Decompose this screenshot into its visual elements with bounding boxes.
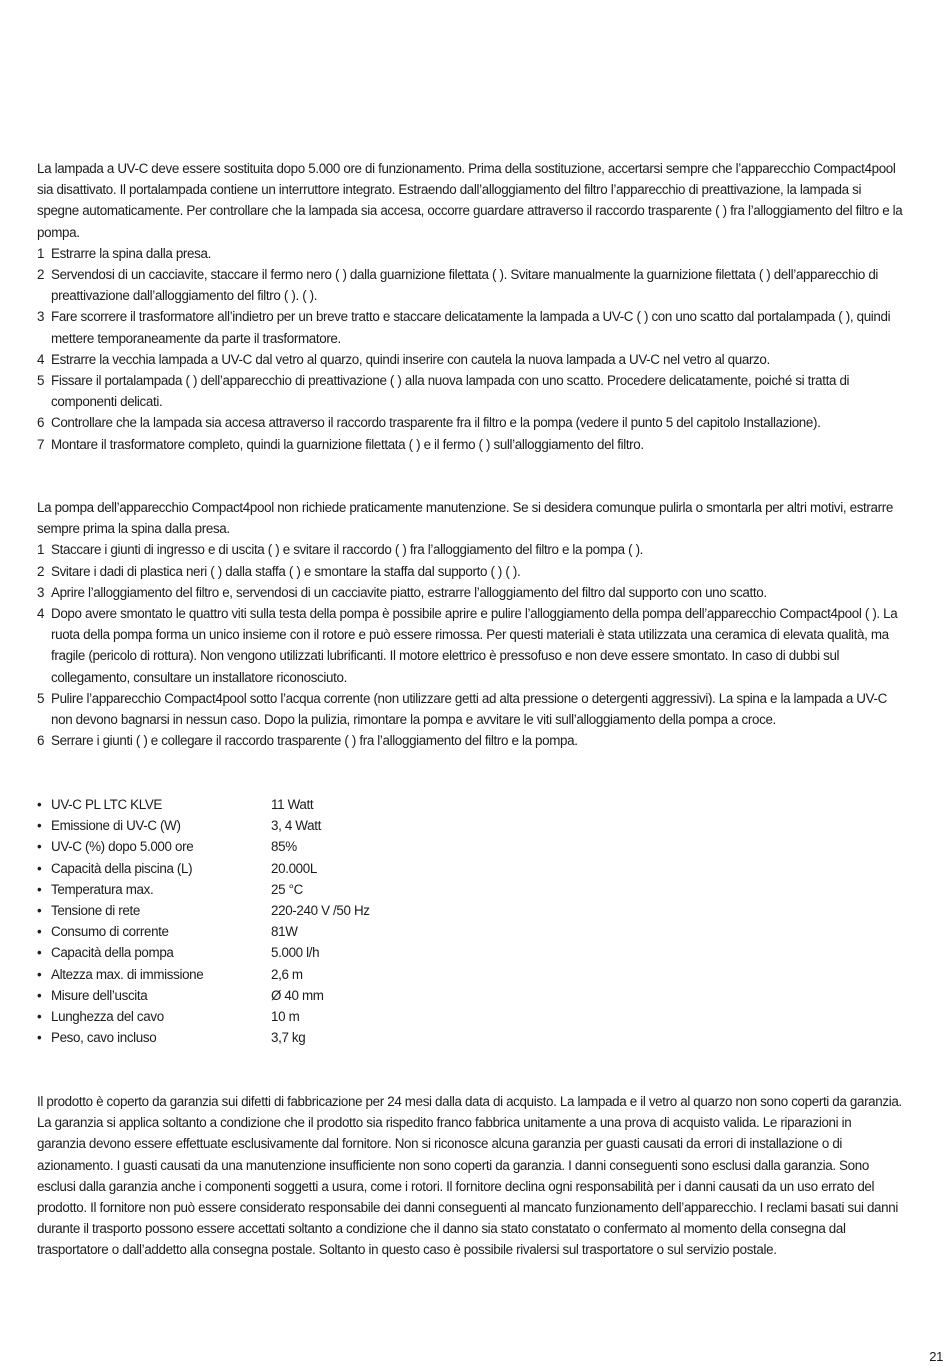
lamp-replacement-intro: La lampada a UV-C deve essere sostituita dopo 5.000 ore di funzionamento. Prima della sostituzione, accertarsi sempre che l’apparecchio Compact4pool sia disattivato. Il portalampada contiene un interruttore integrato. Estraendo dall’alloggiamento del filtro l’apparecchio di preattivazione, la lampada si spegne automaticamente. Per controllare che la lampada sia accesa, occorre guardare attraverso il raccordo trasparente ( ) fra l’alloggiamento del filtro e la pompa. (37, 161, 903, 240)
step-text: Montare il trasformatore completo, quindi la guarnizione filettata ( ) e il fermo ( ) sull’alloggiamento del filtro. (51, 436, 644, 452)
bullet-icon: • (37, 839, 42, 855)
spec-label: UV-C (%) dopo 5.000 ore (51, 839, 194, 855)
step-text: Dopo avere smontato le quattro viti sulla testa della pompa è possibile aprire e pulire l’alloggiamento della pompa dell’apparecchio Compact4pool ( ). La ruota della pompa forma un unico insieme con il rotore e può essere rimossa. Per questi materiali è stata utilizzata una ceramica di elevata qualità, ma fragile (pericolo di rottura). Non vengono utilizzati lubrificanti. Il motore elettrico è pressofuso e non deve essere smontato. In caso di dubbi sul collegamento, consultare un installatore riconosciuto. (51, 606, 898, 685)
spec-label: Peso, cavo incluso (51, 1030, 157, 1046)
spec-label: Lunghezza del cavo (51, 1009, 164, 1025)
step-number: 2 (37, 267, 45, 283)
step-text: Staccare i giunti di ingresso e di uscita ( ) e svitare il raccordo ( ) fra l’alloggiamento del filtro e la pompa ( ). (51, 542, 644, 558)
step-item (37, 582, 903, 603)
bullet-icon: • (37, 797, 42, 812)
pump-maintenance-intro: La pompa dell’apparecchio Compact4pool non richiede praticamente manutenzione. Se si desidera comunque pulirla o smontarla per altri motivi, estrarre sempre prima la spina dalla presa. (37, 500, 893, 537)
lamp-replacement-section (37, 158, 903, 455)
bullet-icon: • (37, 987, 42, 1003)
step-item (37, 603, 903, 688)
step-text: Estrarre la spina dalla presa. (51, 245, 211, 261)
step-number: 6 (37, 415, 45, 431)
spec-row (37, 858, 903, 879)
step-text: Pulire l’apparecchio Compact4pool sotto l’acqua corrente (non utilizzare getti ad alta pressione o detergenti aggressivi). La spina e la lampada a UV-C non devono bagnarsi in nessun caso. Dopo la pulizia, rimontare la pompa e avvitare le viti sull’alloggiamento della pompa a croce. (51, 690, 887, 728)
spec-label: Tensione di rete (51, 903, 140, 919)
bullet-icon: • (37, 945, 42, 961)
spec-row (37, 836, 903, 857)
spec-value: 25 °C (271, 881, 303, 897)
spec-value: 2,6 m (271, 966, 303, 982)
spec-value: 3, 4 Watt (271, 818, 321, 834)
spec-value: 85% (271, 839, 297, 855)
bullet-icon: • (37, 924, 42, 940)
spec-label: Consumo di corrente (51, 924, 169, 940)
step-item (37, 264, 903, 306)
warranty-section (37, 1091, 903, 1261)
step-item (37, 730, 903, 751)
spec-row (37, 964, 903, 985)
spec-row (37, 942, 903, 963)
spec-label: Emissione di UV-C (W) (51, 818, 181, 834)
bullet-icon: • (37, 818, 42, 834)
step-number: 7 (37, 436, 45, 452)
step-number: 5 (37, 373, 45, 389)
spec-value: 11 Watt (271, 797, 314, 812)
step-item (37, 370, 903, 412)
step-number: 3 (37, 584, 45, 600)
spec-value: 81W (271, 924, 298, 940)
warranty-text: Il prodotto è coperto da garanzia sui difetti di fabbricazione per 24 mesi dalla data di acquisto. La lampada e il vetro al quarzo non sono coperti da garanzia. La garanzia si applica soltanto a condizione che il prodotto sia rispedito franco fabbrica unitamente a una prova di acquisto valida. Le riparazioni in garanzia devono essere effettuate esclusivamente dal fornitore. Non si riconosce alcuna garanzia per guasti causati da errori di installazione o di azionamento. I guasti causati da una manutenzione insufficiente non sono coperti da garanzia. I danni conseguenti sono esclusi dalla garanzia. Sono esclusi dalla garanzia anche i componenti soggetti a usura, come i rotori. Il fornitore declina ogni responsabilità per i danni causati da un uso errato del prodotto. Il fornitore non può essere considerato responsabile dei danni conseguenti al mancato funzionamento dell’apparecchio. I reclami basati sui danni durante il trasporto possono essere accettati soltanto a condizione che il danno sia stato constatato o confermato al momento della consegna dal trasportatore o dall’addetto alla consegna postale. Soltanto in questo caso è possibile rivalersi sul trasportatore o sul servizio postale. (37, 1094, 902, 1258)
spec-value: 3,7 kg (271, 1030, 306, 1046)
spec-label: Temperatura max. (51, 881, 154, 897)
step-text: Fare scorrere il trasformatore all’indietro per un breve tratto e staccare delicatamente la lampada a UV-C ( ) con uno scatto dal portalampada ( ), quindi mettere temporaneamente da parte il trasformatore. (51, 309, 891, 346)
step-number: 5 (37, 690, 45, 706)
step-item (37, 349, 903, 370)
step-number: 1 (37, 542, 45, 558)
spec-value: 5.000 l/h (271, 945, 320, 961)
spec-value: 220-240 V /50 Hz (271, 903, 370, 919)
spec-value: Ø 40 mm (271, 987, 324, 1003)
technical-specs-section (37, 794, 903, 1048)
spec-value: 20.000L (271, 860, 317, 876)
spec-row (37, 815, 903, 836)
spec-label: Capacità della piscina (L) (51, 860, 193, 876)
bullet-icon: • (37, 881, 42, 897)
step-number: 2 (37, 563, 45, 579)
spec-value: 10 m (271, 1009, 300, 1025)
spec-label: Misure dell’uscita (51, 987, 148, 1003)
lamp-replacement-steps (37, 243, 903, 455)
step-item (37, 434, 903, 455)
step-number: 4 (37, 351, 45, 367)
step-number: 6 (37, 733, 45, 749)
pump-maintenance-section (37, 497, 903, 751)
bullet-icon: • (37, 860, 42, 876)
step-text: Svitare i dadi di plastica neri ( ) dalla staffa ( ) e smontare la staffa dal supporto ( ) ( ). (51, 563, 521, 579)
pump-maintenance-steps (37, 539, 903, 751)
spec-row (37, 985, 903, 1006)
spec-row (37, 1027, 903, 1048)
page-number: 21 (929, 1349, 943, 1364)
step-item (37, 243, 903, 264)
spec-row (37, 900, 903, 921)
spec-label: Altezza max. di immissione (51, 966, 204, 982)
step-text: Servendosi di un cacciavite, staccare il fermo nero ( ) dalla guarnizione filettata ( ). Svitare manualmente la guarnizione filettata ( ) dell’apparecchio di preattivazione dall’alloggiamento del filtro ( ). ( ). (51, 267, 879, 304)
step-item (37, 539, 903, 560)
step-item (37, 306, 903, 348)
step-number: 3 (37, 309, 45, 325)
step-text: Aprire l’alloggiamento del filtro e, servendosi di un cacciavite piatto, estrarre l’alloggiamento del filtro dal supporto con uno scatto. (51, 584, 767, 600)
spec-label: Capacità della pompa (51, 945, 174, 961)
bullet-icon: • (37, 966, 42, 982)
bullet-icon: • (37, 903, 42, 919)
step-text: Controllare che la lampada sia accesa attraverso il raccordo trasparente fra il filtro e la pompa (vedere il punto 5 del capitolo Installazione). (51, 415, 821, 431)
bullet-icon: • (37, 1030, 42, 1046)
technical-specs-list (37, 794, 903, 1048)
bullet-icon: • (37, 1009, 42, 1025)
step-text: Serrare i giunti ( ) e collegare il raccordo trasparente ( ) fra l’alloggiamento del filtro e la pompa. (51, 733, 578, 749)
step-number: 1 (37, 245, 45, 261)
spec-row (37, 1006, 903, 1027)
step-item (37, 688, 903, 730)
step-item (37, 412, 903, 433)
step-text: Fissare il portalampada ( ) dell’apparecchio di preattivazione ( ) alla nuova lampada con uno scatto. Procedere delicatamente, poiché si tratta di componenti delicati. (51, 373, 850, 410)
spec-label: UV-C PL LTC KLVE (51, 797, 162, 812)
step-number: 4 (37, 606, 45, 622)
spec-row (37, 921, 903, 942)
spec-row (37, 794, 903, 815)
spec-row (37, 879, 903, 900)
step-item (37, 561, 903, 582)
step-text: Estrarre la vecchia lampada a UV-C dal vetro al quarzo, quindi inserire con cautela la nuova lampada a UV-C nel vetro al quarzo. (51, 351, 770, 367)
